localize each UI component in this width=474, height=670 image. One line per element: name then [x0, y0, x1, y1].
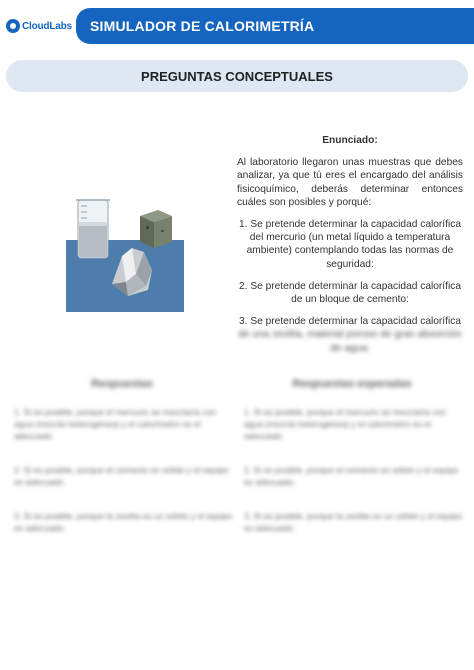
- statement-intro: Al laboratorio llegaron unas muestras que debes analizar, ya que tú eres el encargado del análisis fisicoquímico, deberás determinar entonces cuáles son posibles y porqué:: [237, 157, 463, 208]
- statement-item-1: 1. Se pretende determinar la capacidad calorífica del mercurio (un metal líquido a temperatura ambiente) contemplando todas las normas de seguridad:: [239, 219, 461, 270]
- answers-column-title: Respuestas: [91, 378, 153, 390]
- samples-graphic: [66, 186, 184, 312]
- expected-answer-item: 1. Si es posible, porque el mercurio se mezclaría con agua (mezcla heterogénea) y el calorímetro es el adecuado.: [244, 407, 447, 441]
- answer-item: 2. Si es posible, porque el cemento es sólido y el equipo es adecuado.: [14, 465, 229, 487]
- app-header: [0, 8, 474, 44]
- cloud-icon: [6, 19, 20, 33]
- expected-answer-item: 3. Si es posible, porque la zeolita es un sólido y el equipo es adecuado.: [244, 511, 463, 533]
- zeolite-crystal-icon: [112, 248, 152, 296]
- expected-answer-item: 2. Si es posible, porque el cemento es sólido y el equipo es adecuado.: [244, 465, 459, 487]
- statement-panel: [237, 134, 463, 355]
- statement-item-2: 2. Se pretende determinar la capacidad calorífica de un bloque de cemento:: [239, 280, 461, 306]
- statement-heading: Enunciado:: [322, 135, 378, 146]
- cloudlabs-logo: [0, 8, 84, 44]
- app-title: SIMULADOR DE CALORIMETRÍA: [90, 18, 315, 34]
- answer-item: 3. Si es posible, porque la zeolita es un sólido y el equipo es adecuado.: [14, 511, 233, 533]
- title-bar: [76, 8, 474, 44]
- expected-answers-column-title: Respuestas esperadas: [292, 378, 412, 390]
- beaker-icon: [76, 200, 110, 258]
- statement-item-3: 3. Se pretende determinar la capacidad calorífica: [239, 316, 461, 328]
- answer-item: 1. Si es posible, porque el mercurio se mezclaría con agua (mezcla heterogénea) y el calorímetro es el adecuado.: [14, 407, 217, 441]
- section-title: PREGUNTAS CONCEPTUALES: [141, 68, 333, 84]
- section-header: [6, 60, 468, 92]
- logo-text: CloudLabs: [22, 20, 72, 32]
- samples-illustration: [66, 186, 184, 312]
- statement-item-3-hidden: de una zeolita, material poroso de gran absorción de agua:: [238, 329, 462, 354]
- cement-block-icon: [140, 210, 172, 248]
